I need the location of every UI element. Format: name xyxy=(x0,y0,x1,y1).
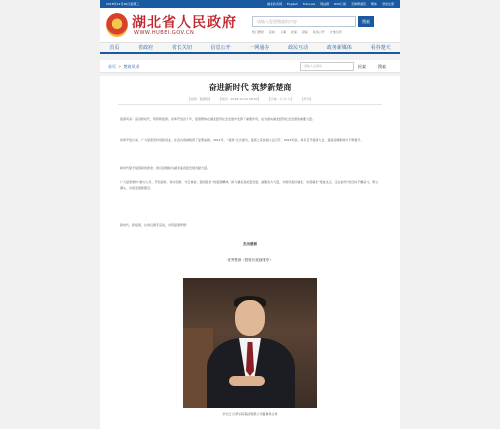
breadcrumb-home[interactable]: 首页 xyxy=(108,64,116,69)
article-paragraph: 新时代赋予楚商新的使命，我们将继续为湖北高质量发展贡献力量。 xyxy=(120,166,211,170)
utility-link[interactable]: 湖北政务网 xyxy=(267,2,283,6)
national-emblem-icon xyxy=(106,13,128,37)
utility-link[interactable]: 登录注册 xyxy=(381,2,394,6)
article-search-input[interactable]: 请输入关键词 xyxy=(300,62,354,71)
subsection-title: 优秀楚商（按姓氏笔画排序） xyxy=(227,258,273,262)
nav-item-new-media[interactable]: 政务新媒体 xyxy=(326,45,352,51)
breadcrumb-bar xyxy=(100,60,400,73)
utility-links xyxy=(263,0,394,8)
nav-item-home[interactable]: 首页 xyxy=(109,45,120,51)
divider xyxy=(118,104,382,105)
nav-item-government[interactable]: 省政府 xyxy=(138,45,154,51)
meta-time: 【时间：2018-12-20 08:50】 xyxy=(218,97,261,101)
meta-source: 【来源：楚商网】 xyxy=(187,97,212,101)
search-input[interactable]: 请输入您要搜索的内容 xyxy=(252,16,356,27)
article-title: 奋进新时代 筑梦新楚商 xyxy=(208,83,292,92)
article-search-button[interactable]: 检索 xyxy=(358,64,366,69)
article-paragraph: 新时代，新楚商，让我们携手奋进，共筑楚商梦想！ xyxy=(120,223,190,227)
utility-link[interactable]: RSS订阅 xyxy=(334,2,347,6)
article-paragraph: 改革开放以来，广大楚商坚持创新创业，在各自领域取得了显著成就。2011年，“楚商”正式提出，楚商之家首届大会召开，2013年起，每年召开楚商大会，楚商品牌影响力不断提升。 xyxy=(120,138,364,142)
hot-term[interactable]: 政务公开 xyxy=(312,30,325,34)
search-button[interactable]: 搜索 xyxy=(358,16,374,27)
photo-face xyxy=(235,300,265,336)
site-header xyxy=(100,8,400,42)
article-panel xyxy=(100,76,400,429)
utility-link[interactable]: English xyxy=(287,2,298,6)
nav-item-disclosure[interactable]: 信息公开 xyxy=(210,45,231,51)
breadcrumb-separator: > xyxy=(118,64,122,69)
current-date: 2018年12月26日星期三 xyxy=(106,2,140,6)
hot-term[interactable]: 招标 xyxy=(301,30,308,34)
section-title: 杰出楚商 xyxy=(243,242,257,246)
article-paragraph: 楚商风采：奋进新时代，筑梦新楚商。改革开放四十年，楚商群体在湖北经济社会发展中发挥了重要作用，成为推动湖北经济社会发展的重要力量。 xyxy=(120,117,316,121)
nav-item-hubei[interactable]: 看谷楚天 xyxy=(370,45,391,51)
portrait-photo xyxy=(183,278,317,408)
utility-link[interactable]: 无障碍浏览 xyxy=(351,2,367,6)
hot-searches xyxy=(252,30,346,34)
utility-link[interactable]: Français xyxy=(302,2,316,6)
breadcrumb-current[interactable]: 楚商风采 xyxy=(123,64,140,69)
main-nav xyxy=(100,42,400,54)
site-url: WWW.HUBEI.GOV.CN xyxy=(134,30,195,36)
article-meta xyxy=(100,97,400,101)
hot-term[interactable]: 社保 xyxy=(290,30,297,34)
nav-item-services[interactable]: 一网通办 xyxy=(249,45,270,51)
nav-item-interaction[interactable]: 政民互动 xyxy=(288,45,309,51)
photo-hands xyxy=(229,376,265,386)
article-paragraph: 广大楚商秉持“敢为人先、开拓进取、务实创新、守正诚信、爱国爱乡”的楚商精神，助力湖北高质量发展，凝聚各方力量，为建设美好湖北、实现湖北“建成支点、走在前列”的目标不懈奋斗，勇立潮头，共谋发展新篇章。 xyxy=(120,180,379,190)
utility-link[interactable]: 繁体 xyxy=(371,2,378,6)
photo-caption: 李长红 四季书院集团有限公司董事局主席 xyxy=(222,412,278,416)
breadcrumb xyxy=(108,64,139,70)
site-name[interactable]: 湖北省人民政府 xyxy=(132,15,237,31)
nav-item-governor[interactable]: 省长关切 xyxy=(171,45,192,51)
top-utility-bar xyxy=(100,0,400,8)
hot-term[interactable]: 民政 xyxy=(268,30,275,34)
utility-link[interactable]: 网站群 xyxy=(320,2,330,6)
meta-print[interactable]: 【打印】 xyxy=(300,97,313,101)
advanced-search-button[interactable]: 搜索 xyxy=(378,64,386,69)
hot-term[interactable]: 人事 xyxy=(279,30,286,34)
meta-font-size[interactable]: 【字体：大 中 小】 xyxy=(267,97,294,101)
hot-term[interactable]: 计划生育 xyxy=(329,30,342,34)
hot-label: 热门搜索 xyxy=(252,30,265,34)
